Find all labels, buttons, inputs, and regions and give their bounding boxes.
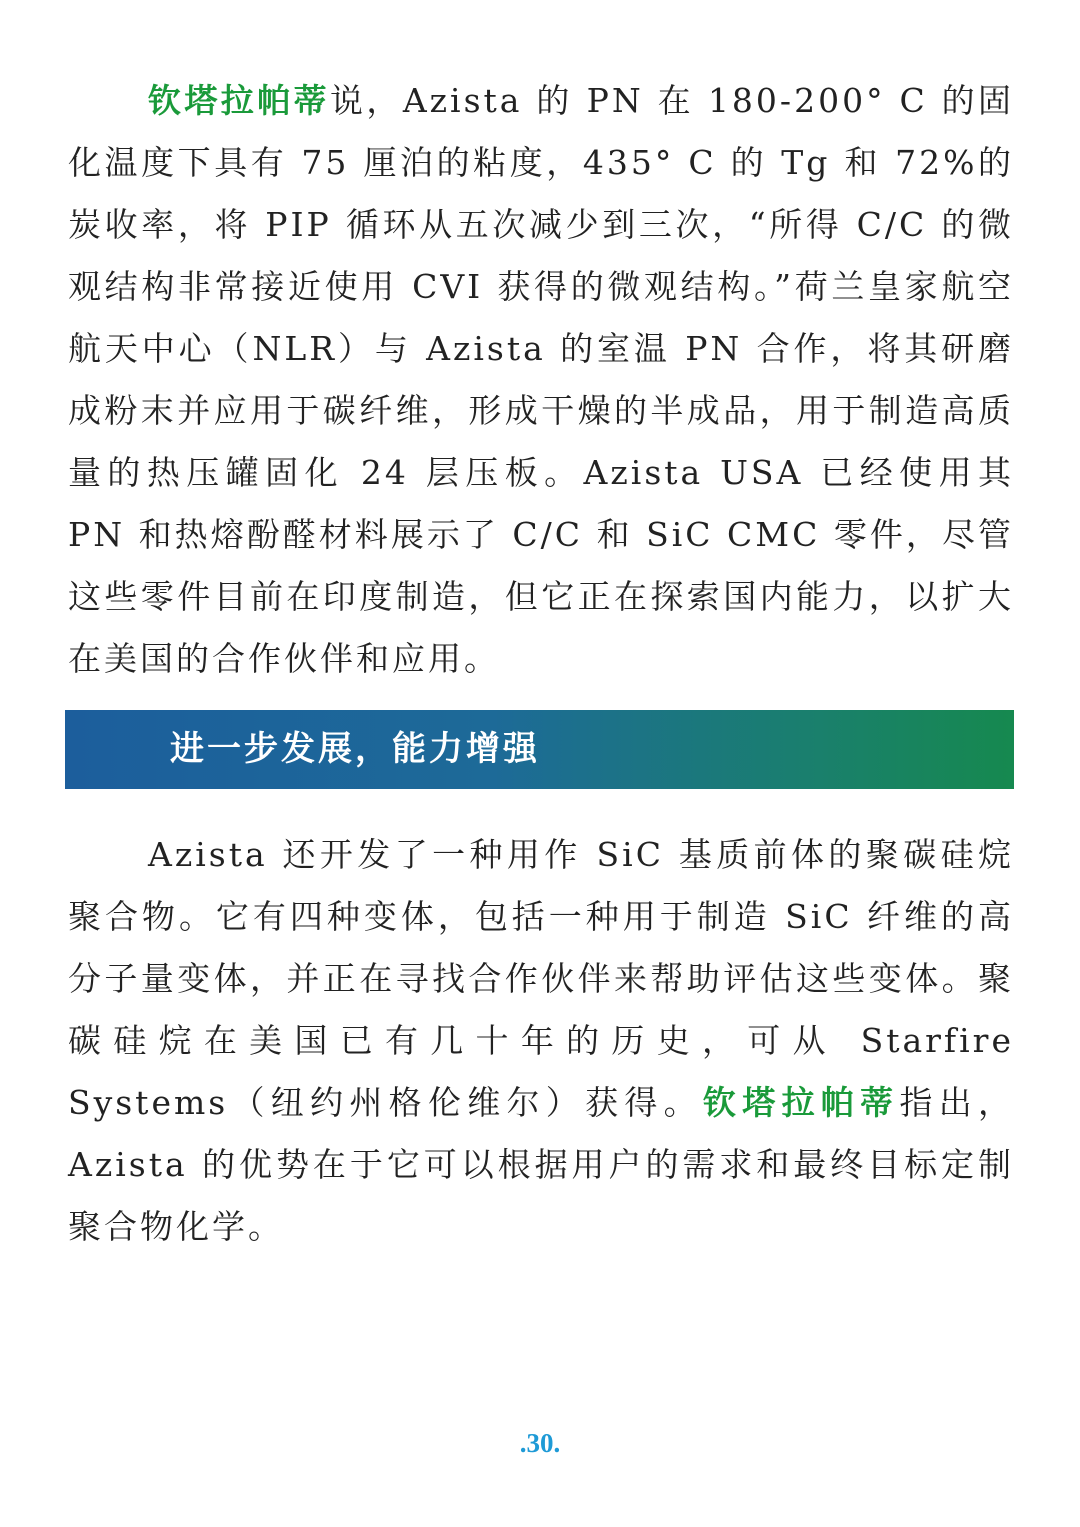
highlighted-name: 钦塔拉帕蒂: [148, 81, 331, 120]
paragraph-text: 指出，Azista 的优势在于它可以根据用户的需求和最终目标定制聚合物化学。: [68, 1083, 1015, 1246]
section-heading-banner: [65, 710, 1014, 789]
paragraph-body-1: [68, 70, 1014, 690]
highlighted-name: 钦塔拉帕蒂: [702, 1083, 900, 1122]
page-number: .30.: [519, 1428, 561, 1458]
paragraph-text: Azista 还开发了一种用作 SiC 基质前体的聚碳硅烷聚合物。它有四种变体，包括一种用于制造 SiC 纤维的高分子量变体，并正在寻找合作伙伴来帮助评估这些变体。聚碳硅烷在美国已有几十年的历史，可从 Starfire Systems（纽约州格伦维尔）获得。: [68, 835, 1014, 1122]
paragraph-body-2: [68, 824, 1014, 1258]
paragraph-text: 说，Azista 的 PN 在 180-200° C 的固化温度下具有 75 厘泊的粘度，435° C 的 Tg 和 72%的炭收率，将 PIP 循环从五次减少到三次，“所得 C/C 的微观结构非常接近使用 CVI 获得的微观结构。”荷兰皇家航空航天中心（NLR）与 Azista 的室温 PN 合作，将其研磨成粉末并应用于碳纤维，形成干燥的半成品，用于制造高质量的热压罐固化 24 层压板。Azista USA 已经使用其 PN 和热熔酚醛材料展示了 C/C 和 SiC CMC 零件，尽管这些零件目前在印度制造，但它正在探索国内能力，以扩大在美国的合作伙伴和应用。: [68, 81, 1015, 678]
section-heading: 进一步发展，能力增强: [170, 729, 540, 769]
